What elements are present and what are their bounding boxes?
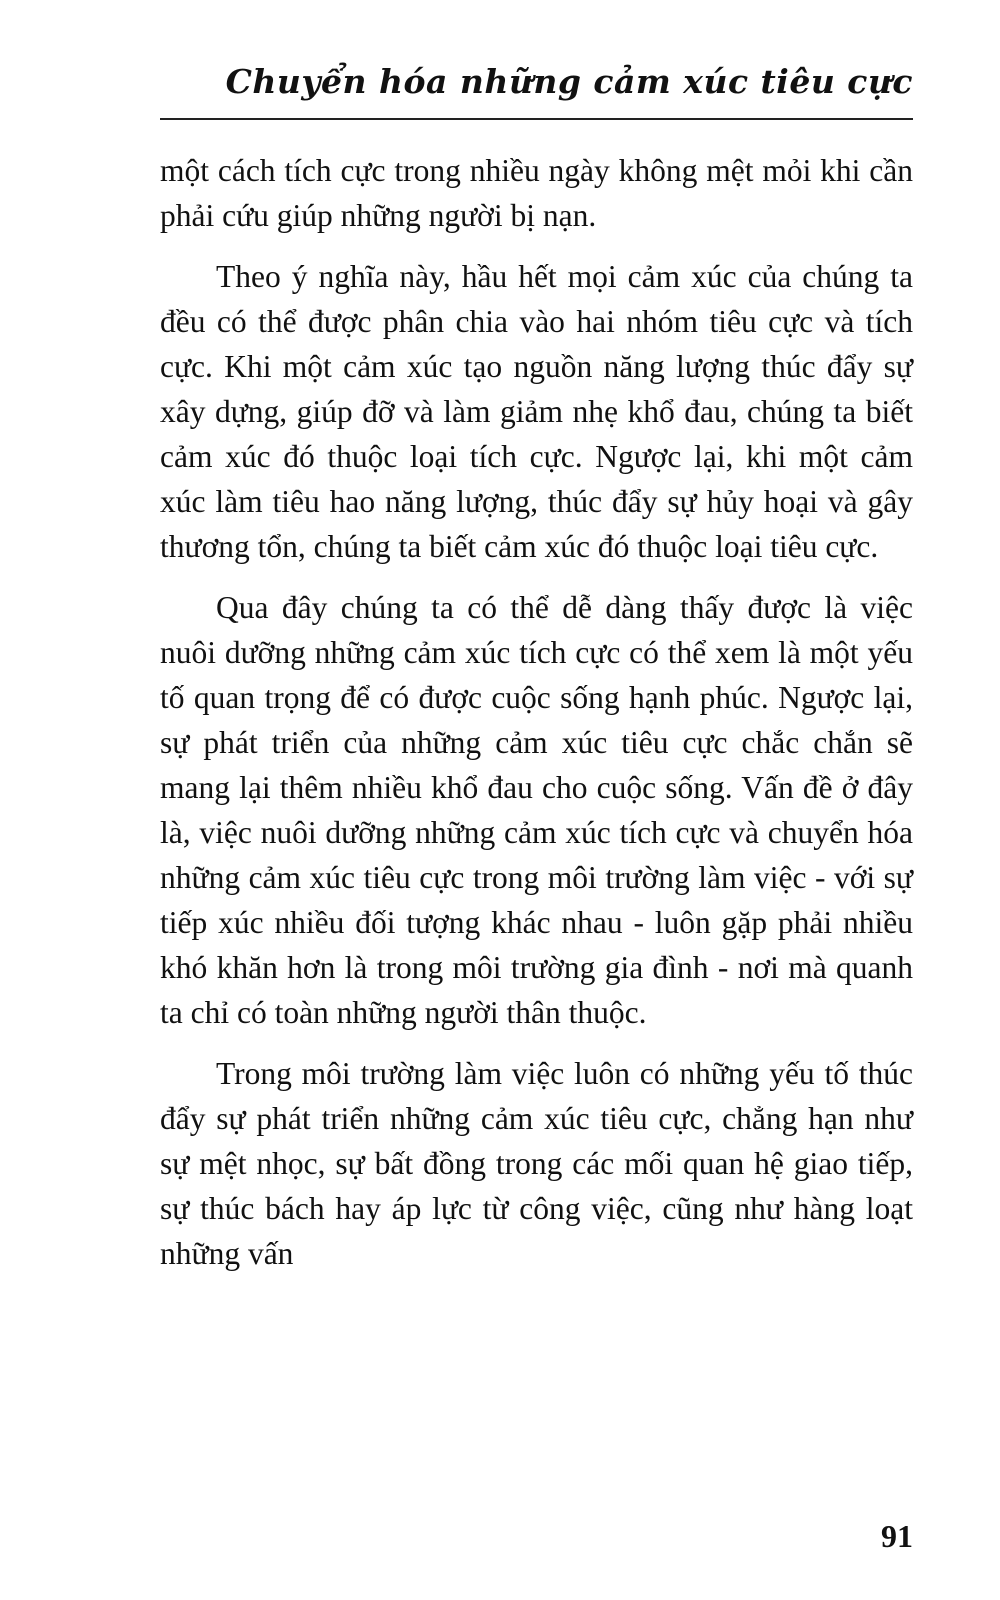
- header-divider: [160, 118, 913, 120]
- paragraph-1: một cách tích cực trong nhiều ngày không mệt mỏi khi cần phải cứu giúp những người bị nạn.: [160, 153, 913, 233]
- paragraph-4: Trong môi trường làm việc luôn có những yếu tố thúc đẩy sự phát triển những cảm xúc tiêu cực, chẳng hạn như sự mệt nhọc, sự bất đồng trong các mối quan hệ giao tiếp, sự thúc bách hay áp lực từ công việc, cũng như hàng loạt những vấn: [160, 1056, 913, 1271]
- paragraph-2: Theo ý nghĩa này, hầu hết mọi cảm xúc của chúng ta đều có thể được phân chia vào hai nhóm tiêu cực và tích cực. Khi một cảm xúc tạo nguồn năng lượng thúc đẩy sự xây dựng, giúp đỡ và làm giảm nhẹ khổ đau, chúng ta biết cảm xúc đó thuộc loại tích cực. Ngược lại, khi một cảm xúc làm tiêu hao năng lượng, thúc đẩy sự hủy hoại và gây thương tổn, chúng ta biết cảm xúc đó thuộc loại tiêu cực.: [160, 259, 913, 564]
- page-body: [160, 148, 913, 1292]
- page-number: 91: [881, 1518, 913, 1554]
- paragraph-3: Qua đây chúng ta có thể dễ dàng thấy được là việc nuôi dưỡng những cảm xúc tích cực có thể xem là một yếu tố quan trọng để có được cuộc sống hạnh phúc. Ngược lại, sự phát triển của những cảm xúc tiêu cực chắc chắn sẽ mang lại thêm nhiều khổ đau cho cuộc sống. Vấn đề ở đây là, việc nuôi dưỡng những cảm xúc tích cực và chuyển hóa những cảm xúc tiêu cực trong môi trường làm việc - với sự tiếp xúc nhiều đối tượng khác nhau - luôn gặp phải nhiều khó khăn hơn là trong môi trường gia đình - nơi mà quanh ta chỉ có toàn những người thân thuộc.: [160, 590, 913, 1030]
- running-header-title: Chuyển hóa những cảm xúc tiêu cực: [225, 62, 913, 101]
